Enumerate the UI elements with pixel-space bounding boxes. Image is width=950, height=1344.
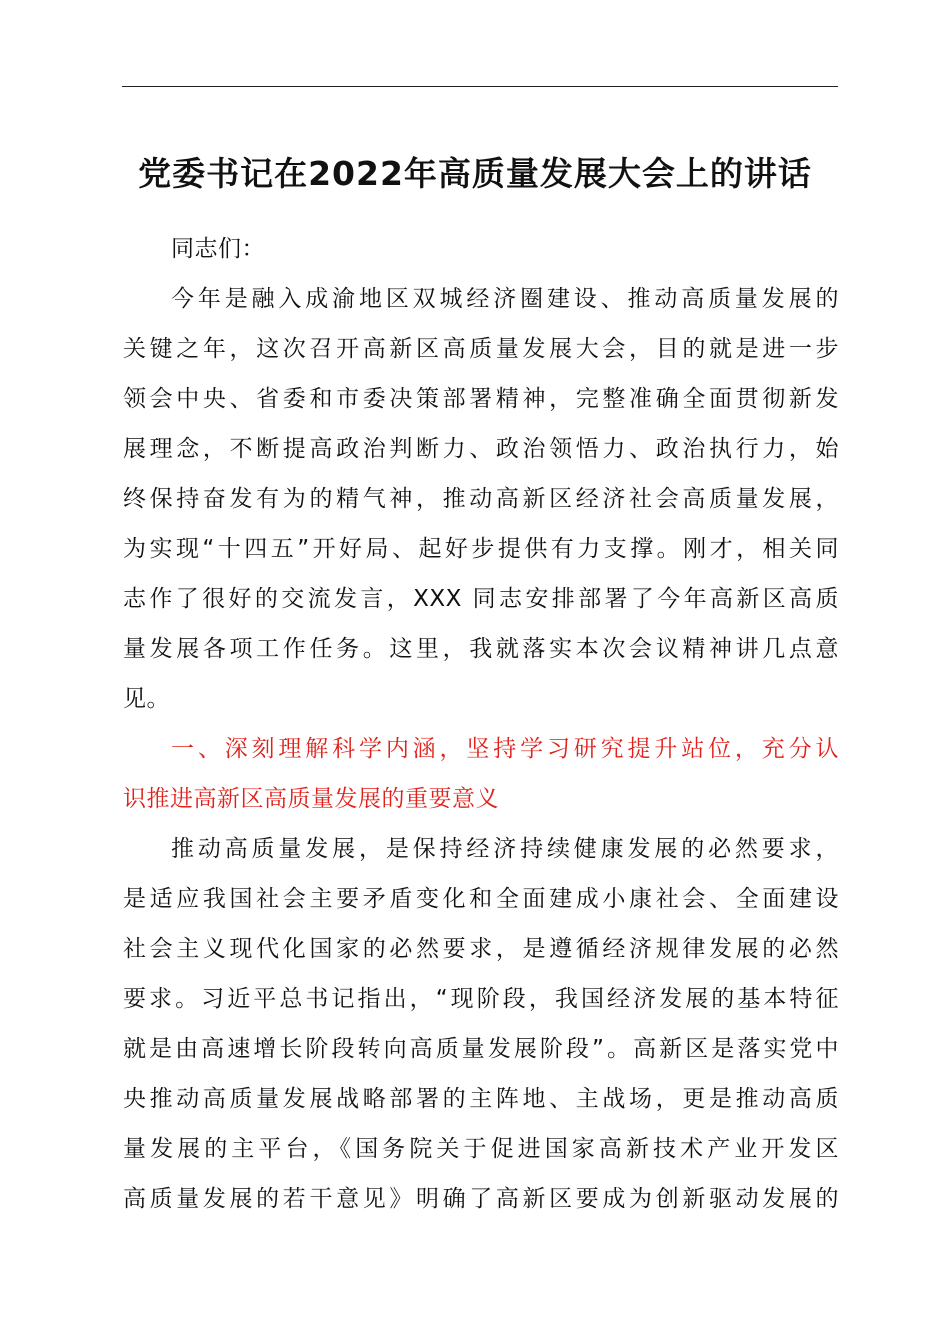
paragraph-line: 为实现“十四五”开好局、起好步提供有力支撑。刚才，相关同 [123,536,839,562]
section-heading-1 [123,724,839,824]
salutation: 同志们： [171,236,265,262]
paragraph-line: 量发展各项工作任务。这里，我就落实本次会议精神讲几点意 [123,636,839,662]
document-title [0,148,950,200]
paragraph-line: 高质量发展的若干意见》明确了高新区要成为创新驱动发展的 [123,1186,839,1212]
paragraph-line: 社会主义现代化国家的必然要求，是遵循经济规律发展的必然 [123,936,839,962]
paragraph-line: 要求。习近平总书记指出，“现阶段，我国经济发展的基本特征 [123,986,839,1012]
paragraph-line: 央推动高质量发展战略部署的主阵地、主战场，更是推动高质 [123,1086,839,1112]
paragraph-line: 领会中央、省委和市委决策部署精神，完整准确全面贯彻新发 [123,386,839,412]
paragraph-line: 展理念，不断提高政治判断力、政治领悟力、政治执行力，始 [123,436,839,462]
paragraph-line: 就是由高速增长阶段转向高质量发展阶段”。高新区是落实党中 [123,1036,839,1062]
title-suffix: 年高质量发展大会上的讲话 [403,154,812,193]
document-body [123,224,839,1224]
paragraph-line: 关键之年，这次召开高新区高质量发展大会，目的就是进一步 [123,336,839,362]
header-rule [122,86,838,87]
paragraph-line: 今年是融入成渝地区双城经济圈建设、推动高质量发展的 [171,286,839,312]
title-year: 2022 [308,154,404,193]
paragraph-line: 见。 [123,686,170,712]
paragraph-line: 志作了很好的交流发言，XXX 同志安排部署了今年高新区高质 [123,586,839,612]
heading-line: 识推进高新区高质量发展的重要意义 [123,786,499,812]
paragraph-line: 推动高质量发展，是保持经济持续健康发展的必然要求， [171,836,839,862]
paragraph-line: 终保持奋发有为的精气神，推动高新区经济社会高质量发展， [123,486,839,512]
title-prefix: 党委书记在 [138,154,309,193]
paragraph-intro [123,274,839,724]
heading-line: 一、深刻理解科学内涵，坚持学习研究提升站位，充分认 [171,736,839,762]
paragraph-section-1 [123,824,839,1224]
paragraph-line: 量发展的主平台，《国务院关于促进国家高新技术产业开发区 [123,1136,839,1162]
paragraph-line: 是适应我国社会主要矛盾变化和全面建成小康社会、全面建设 [123,886,839,912]
